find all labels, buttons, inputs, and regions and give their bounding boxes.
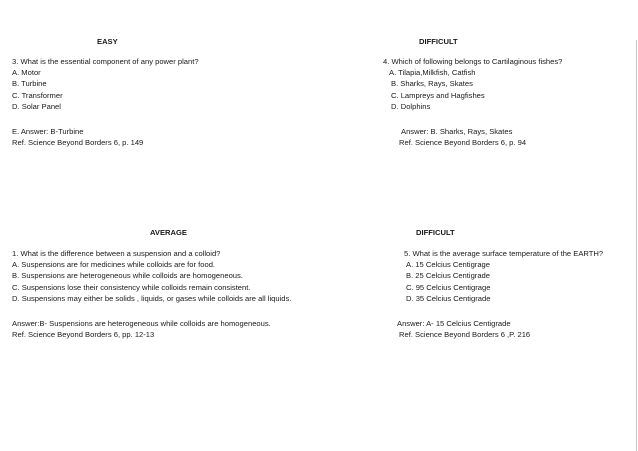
option-b: B. Turbine <box>12 79 47 89</box>
answer-text: Answer: B. Sharks, Rays, Skates <box>401 127 513 136</box>
reference-text: Ref. Science Beyond Borders 6 ,P. 216 <box>399 330 531 340</box>
question-block-difficult-1 <box>383 56 562 112</box>
page-edge-divider <box>636 40 637 451</box>
question-text: 3. What is the essential component of any power plant? <box>12 57 199 66</box>
option-c: C. Transformer <box>12 90 63 100</box>
question-text: 4. Which of following belongs to Cartilaginous fishes? <box>383 57 563 66</box>
question-block-easy <box>12 56 199 112</box>
answer-block-average <box>12 318 271 340</box>
option-a: A. Motor <box>12 68 41 78</box>
option-c: C. Lampreys and Hagfishes <box>391 90 485 100</box>
option-d: D. Suspensions may either be solids , liquids, or gases while colloids are all liquids. <box>12 293 292 303</box>
heading-difficult-1: DIFFICULT <box>419 37 458 46</box>
heading-difficult-2: DIFFICULT <box>416 228 455 237</box>
question-block-difficult-2 <box>404 248 603 304</box>
option-d: D. Solar Panel <box>12 101 61 111</box>
answer-text: Answer: A- 15 Celcius Centigrade <box>397 319 511 328</box>
option-c: C. Suspensions lose their consistency while colloids remain consistent. <box>12 282 251 292</box>
option-d: D. 35 Celcius Centigrade <box>406 293 491 303</box>
question-text: 1. What is the difference between a suspension and a colloid? <box>12 249 221 258</box>
answer-text: E. Answer: B-Turbine <box>12 127 84 136</box>
question-block-average <box>12 248 291 304</box>
answer-text: Answer:B- Suspensions are heterogeneous while colloids are homogeneous. <box>12 319 271 328</box>
heading-average: AVERAGE <box>150 228 187 237</box>
answer-block-difficult-1 <box>399 126 526 148</box>
option-d: D. Dolphins <box>391 101 431 111</box>
option-c: C. 95 Celcius Centigrage <box>406 282 491 292</box>
option-b: B. Sharks, Rays, Skates <box>391 79 473 89</box>
answer-block-easy <box>12 126 143 148</box>
question-text: 5. What is the average surface temperature of the EARTH? <box>404 249 604 258</box>
reference-text: Ref. Science Beyond Borders 6, pp. 12-13 <box>12 330 155 340</box>
option-b: B. 25 Celcius Centigrade <box>406 271 490 281</box>
option-a: A. 15 Celcius Centigrage <box>406 260 490 270</box>
answer-block-difficult-2 <box>397 318 530 340</box>
option-a: A. Tilapia,Milkfish, Catfish <box>389 68 476 78</box>
reference-text: Ref. Science Beyond Borders 6, p. 149 <box>12 138 144 148</box>
heading-easy: EASY <box>97 37 118 46</box>
option-b: B. Suspensions are heterogeneous while colloids are homogeneous. <box>12 271 243 281</box>
reference-text: Ref. Science Beyond Borders 6, p. 94 <box>399 138 527 148</box>
option-a: A. Suspensions are for medicines while colloids are for food. <box>12 260 216 270</box>
